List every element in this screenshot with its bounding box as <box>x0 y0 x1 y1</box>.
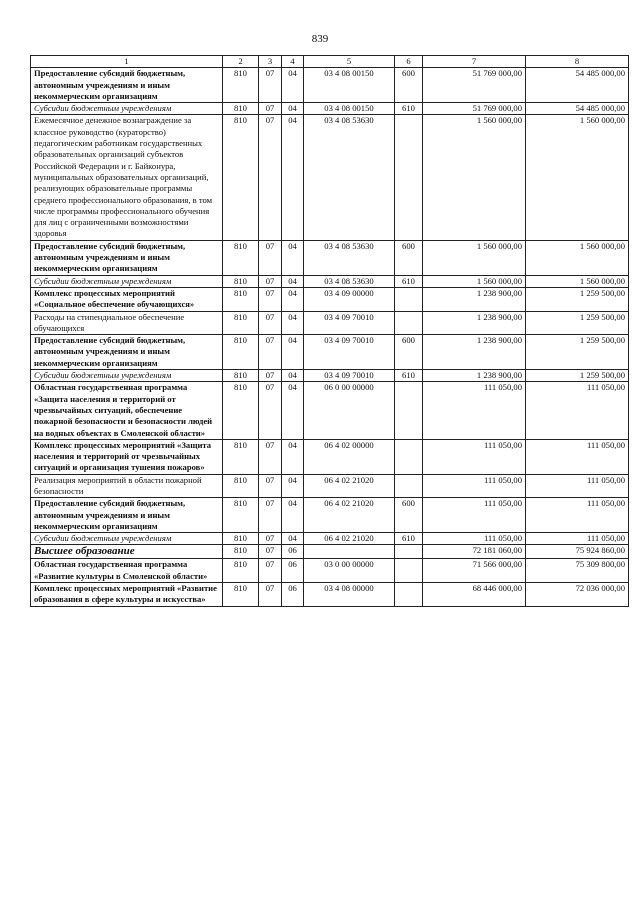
row-name: Расходы на стипендиальное обеспечение обучающихся <box>31 311 223 335</box>
row-section: 07 <box>259 287 282 311</box>
row-amount-year-1: 51 769 000,00 <box>423 68 526 103</box>
row-expense-type <box>395 287 423 311</box>
row-target-article: 06 4 02 21020 <box>304 498 395 533</box>
row-section: 07 <box>259 474 282 498</box>
budget-table <box>30 55 629 607</box>
row-admin-code: 810 <box>223 382 259 439</box>
row-amount-year-2: 1 560 000,00 <box>526 115 629 240</box>
row-expense-type <box>395 559 423 583</box>
row-section: 07 <box>259 382 282 439</box>
page-number: 839 <box>311 33 329 45</box>
row-target-article: 06 4 02 21020 <box>304 474 395 498</box>
row-name: Комплекс процессных мероприятий «Социальное обеспечение обучающихся» <box>31 287 223 311</box>
row-expense-type <box>395 439 423 474</box>
row-name: Предоставление субсидий бюджетным, автономным учреждениям и иным некоммерческим организациям <box>31 68 223 103</box>
row-admin-code: 810 <box>223 103 259 115</box>
row-expense-type: 600 <box>395 498 423 533</box>
row-amount-year-2: 75 309 800,00 <box>526 559 629 583</box>
row-target-article: 06 0 00 00000 <box>304 382 395 439</box>
row-expense-type: 610 <box>395 103 423 115</box>
row-subsection: 04 <box>282 115 304 240</box>
row-target-article: 03 4 08 53630 <box>304 275 395 287</box>
column-header: 4 <box>282 56 304 68</box>
table-row <box>31 533 629 545</box>
row-section: 07 <box>259 583 282 607</box>
row-section: 07 <box>259 68 282 103</box>
row-subsection: 04 <box>282 68 304 103</box>
table-row <box>31 287 629 311</box>
table-row <box>31 68 629 103</box>
row-subsection: 04 <box>282 103 304 115</box>
row-target-article: 03 0 00 00000 <box>304 559 395 583</box>
row-name: Областная государственная программа «Защита населения и территорий от чрезвычайных ситуаций, обеспечение пожарной безопасности и безопасности людей на водных объектах в Смоленской области» <box>31 382 223 439</box>
row-name: Комплекс процессных мероприятий «Развитие образования в сфере культуры и искусства» <box>31 583 223 607</box>
row-section: 07 <box>259 439 282 474</box>
row-name: Субсидии бюджетным учреждениям <box>31 103 223 115</box>
row-expense-type <box>395 311 423 335</box>
column-header: 2 <box>223 56 259 68</box>
row-amount-year-1: 72 181 060,00 <box>423 545 526 559</box>
row-expense-type <box>395 545 423 559</box>
row-section: 07 <box>259 115 282 240</box>
row-amount-year-2: 111 050,00 <box>526 382 629 439</box>
row-amount-year-1: 111 050,00 <box>423 439 526 474</box>
row-section: 07 <box>259 103 282 115</box>
row-name: Предоставление субсидий бюджетным, автономным учреждениям и иным некоммерческим организациям <box>31 335 223 370</box>
table-row <box>31 370 629 382</box>
table-row <box>31 545 629 559</box>
row-amount-year-1: 111 050,00 <box>423 533 526 545</box>
row-target-article: 03 4 08 00150 <box>304 68 395 103</box>
row-target-article: 03 4 09 70010 <box>304 335 395 370</box>
row-subsection: 04 <box>282 275 304 287</box>
row-amount-year-2: 1 259 500,00 <box>526 370 629 382</box>
row-section: 07 <box>259 335 282 370</box>
row-admin-code: 810 <box>223 545 259 559</box>
column-header: 8 <box>526 56 629 68</box>
column-header: 6 <box>395 56 423 68</box>
row-amount-year-1: 111 050,00 <box>423 382 526 439</box>
row-section: 07 <box>259 240 282 275</box>
row-admin-code: 810 <box>223 287 259 311</box>
row-admin-code: 810 <box>223 68 259 103</box>
row-expense-type: 610 <box>395 533 423 545</box>
row-name: Субсидии бюджетным учреждениям <box>31 370 223 382</box>
row-admin-code: 810 <box>223 275 259 287</box>
row-subsection: 06 <box>282 545 304 559</box>
row-name: Комплекс процессных мероприятий «Защита населения и территорий от чрезвычайных ситуаций и организация тушения пожаров» <box>31 439 223 474</box>
row-admin-code: 810 <box>223 498 259 533</box>
row-amount-year-1: 1 238 900,00 <box>423 335 526 370</box>
table-row <box>31 311 629 335</box>
row-expense-type: 610 <box>395 370 423 382</box>
row-subsection: 04 <box>282 498 304 533</box>
row-subsection: 06 <box>282 559 304 583</box>
row-amount-year-1: 1 238 900,00 <box>423 370 526 382</box>
row-amount-year-1: 1 560 000,00 <box>423 275 526 287</box>
row-amount-year-1: 51 769 000,00 <box>423 103 526 115</box>
row-expense-type <box>395 474 423 498</box>
row-target-article: 03 4 09 70010 <box>304 370 395 382</box>
row-amount-year-2: 1 259 500,00 <box>526 335 629 370</box>
row-amount-year-1: 1 560 000,00 <box>423 115 526 240</box>
table-row <box>31 275 629 287</box>
row-subsection: 04 <box>282 240 304 275</box>
row-target-article: 06 4 02 00000 <box>304 439 395 474</box>
row-expense-type: 600 <box>395 240 423 275</box>
row-subsection: 04 <box>282 311 304 335</box>
row-name: Высшее образование <box>31 545 223 559</box>
row-subsection: 04 <box>282 382 304 439</box>
row-admin-code: 810 <box>223 439 259 474</box>
row-amount-year-2: 111 050,00 <box>526 498 629 533</box>
table-row <box>31 474 629 498</box>
row-target-article: 03 4 09 70010 <box>304 311 395 335</box>
row-admin-code: 810 <box>223 559 259 583</box>
row-subsection: 04 <box>282 370 304 382</box>
row-admin-code: 810 <box>223 311 259 335</box>
row-subsection: 06 <box>282 583 304 607</box>
table-row <box>31 335 629 370</box>
table-row <box>31 240 629 275</box>
row-section: 07 <box>259 275 282 287</box>
column-header: 3 <box>259 56 282 68</box>
row-expense-type <box>395 382 423 439</box>
row-amount-year-1: 111 050,00 <box>423 498 526 533</box>
column-header: 1 <box>31 56 223 68</box>
row-amount-year-1: 111 050,00 <box>423 474 526 498</box>
row-target-article: 03 4 08 53630 <box>304 115 395 240</box>
row-expense-type: 610 <box>395 275 423 287</box>
row-amount-year-2: 1 560 000,00 <box>526 275 629 287</box>
row-name: Областная государственная программа «Развитие культуры в Смоленской области» <box>31 559 223 583</box>
row-subsection: 04 <box>282 439 304 474</box>
table-header-row <box>31 56 629 68</box>
row-section: 07 <box>259 498 282 533</box>
row-admin-code: 810 <box>223 474 259 498</box>
table-row <box>31 103 629 115</box>
row-target-article: 06 4 02 21020 <box>304 533 395 545</box>
row-target-article <box>304 545 395 559</box>
table-row <box>31 439 629 474</box>
row-expense-type: 600 <box>395 68 423 103</box>
row-target-article: 03 4 08 00000 <box>304 583 395 607</box>
row-section: 07 <box>259 559 282 583</box>
row-section: 07 <box>259 370 282 382</box>
row-name: Ежемесячное денежное вознаграждение за классное руководство (кураторство) педагогическим работникам государственных образовательных организаций субъектов Российской Федерации и г. Байконура, муниципальных образовательных организаций, реализующих образовательные программы среднего профессионального образования, в том числе программы профессионального обучения для лиц с ограниченными возможностями здоровья <box>31 115 223 240</box>
row-name: Субсидии бюджетным учреждениям <box>31 533 223 545</box>
row-amount-year-1: 1 238 900,00 <box>423 311 526 335</box>
row-expense-type <box>395 583 423 607</box>
row-amount-year-2: 111 050,00 <box>526 474 629 498</box>
row-amount-year-2: 72 036 000,00 <box>526 583 629 607</box>
row-subsection: 04 <box>282 533 304 545</box>
table-row <box>31 498 629 533</box>
row-admin-code: 810 <box>223 370 259 382</box>
column-header: 5 <box>304 56 395 68</box>
row-name: Субсидии бюджетным учреждениям <box>31 275 223 287</box>
row-name: Предоставление субсидий бюджетным, автономным учреждениям и иным некоммерческим организациям <box>31 240 223 275</box>
row-amount-year-1: 1 238 900,00 <box>423 287 526 311</box>
row-admin-code: 810 <box>223 335 259 370</box>
row-amount-year-2: 75 924 860,00 <box>526 545 629 559</box>
row-name: Реализация мероприятий в области пожарной безопасности <box>31 474 223 498</box>
column-header: 7 <box>423 56 526 68</box>
row-subsection: 04 <box>282 474 304 498</box>
row-admin-code: 810 <box>223 533 259 545</box>
row-amount-year-1: 71 566 000,00 <box>423 559 526 583</box>
table-row <box>31 559 629 583</box>
row-section: 07 <box>259 533 282 545</box>
row-section: 07 <box>259 311 282 335</box>
row-admin-code: 810 <box>223 240 259 275</box>
row-amount-year-2: 1 259 500,00 <box>526 311 629 335</box>
row-section: 07 <box>259 545 282 559</box>
table-row <box>31 382 629 439</box>
row-admin-code: 810 <box>223 115 259 240</box>
row-amount-year-1: 68 446 000,00 <box>423 583 526 607</box>
row-expense-type: 600 <box>395 335 423 370</box>
row-amount-year-2: 54 485 000,00 <box>526 68 629 103</box>
row-amount-year-2: 54 485 000,00 <box>526 103 629 115</box>
row-amount-year-2: 1 560 000,00 <box>526 240 629 275</box>
row-subsection: 04 <box>282 287 304 311</box>
row-amount-year-2: 1 259 500,00 <box>526 287 629 311</box>
row-target-article: 03 4 09 00000 <box>304 287 395 311</box>
row-subsection: 04 <box>282 335 304 370</box>
row-name: Предоставление субсидий бюджетным, автономным учреждениям и иным некоммерческим организациям <box>31 498 223 533</box>
row-amount-year-1: 1 560 000,00 <box>423 240 526 275</box>
row-amount-year-2: 111 050,00 <box>526 439 629 474</box>
table-row <box>31 115 629 240</box>
row-target-article: 03 4 08 53630 <box>304 240 395 275</box>
row-amount-year-2: 111 050,00 <box>526 533 629 545</box>
table-row <box>31 583 629 607</box>
row-target-article: 03 4 08 00150 <box>304 103 395 115</box>
row-expense-type <box>395 115 423 240</box>
row-admin-code: 810 <box>223 583 259 607</box>
